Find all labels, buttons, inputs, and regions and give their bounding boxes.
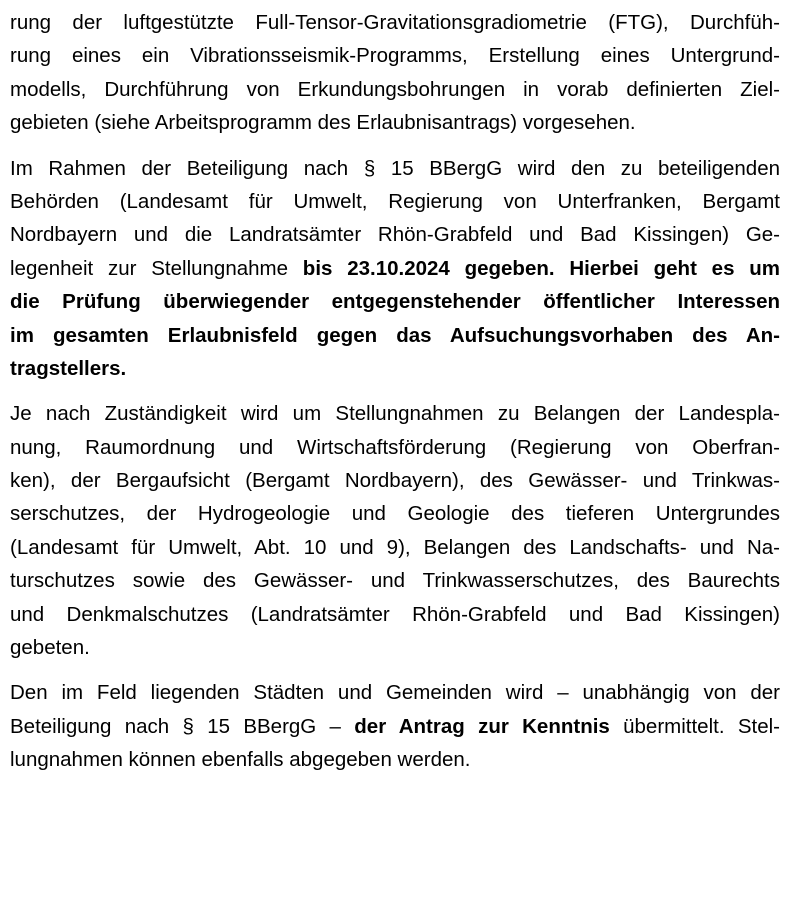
text-line: Im Rahmen der Beteiligung nach § 15 BBergG wird den zu beteiligenden (10, 156, 780, 180)
text-line: nung, Raumordnung und Wirtschaftsförderung (Regierung von Oberfran- (10, 435, 780, 459)
text-line: modells, Durchführung von Erkundungsbohrungen in vorab definierten Ziel- (10, 77, 780, 101)
text-line: turschutzes sowie des Gewässer- und Trinkwasserschutzes, des Baurechts (10, 569, 780, 593)
text-line (10, 319, 780, 352)
bold-text: tragstellers. (10, 356, 127, 380)
bold-text: die Prüfung überwiegender entgegenstehender öffentlicher Interessen (10, 290, 780, 314)
bold-text: der Antrag zur Kenntnis (354, 714, 610, 738)
text-line: (Landesamt für Umwelt, Abt. 10 und 9), Belangen des Landschafts- und Na- (10, 535, 780, 559)
text-line: und Denkmalschutzes (Landratsämter Rhön-Grabfeld und Bad Kissingen) (10, 602, 780, 626)
text-line: Nordbayern und die Landratsämter Rhön-Grabfeld und Bad Kissingen) Ge- (10, 223, 780, 247)
bold-text: im gesamten Erlaubnisfeld gegen das Aufsuchungsvorhaben des An- (10, 323, 780, 347)
paragraph-competences (10, 397, 780, 664)
text-line (10, 352, 780, 385)
text-line: Beteiligung nach § 15 BBergG – der Antrag zur Kenntnis übermittelt. Stel- (10, 714, 780, 738)
text-line: rung der luftgestützte Full-Tensor-Gravitationsgradiometrie (FTG), Durchfüh- (10, 11, 780, 34)
text-line: ken), der Bergaufsicht (Bergamt Nordbayern), des Gewässer- und Trinkwas- (10, 469, 780, 493)
text-line: gebieten (siehe Arbeitsprogramm des Erlaubnisantrags) vorgesehen. (10, 111, 636, 135)
text-line: lungnahmen können ebenfalls abgegeben werden. (10, 748, 471, 772)
text-line: serschutzes, der Hydrogeologie und Geologie des tieferen Untergrundes (10, 502, 780, 526)
text-line: Den im Feld liegenden Städten und Gemeinden wird – unabhängig von der (10, 681, 780, 705)
text-line: rung eines ein Vibrationsseismik-Programms, Erstellung eines Untergrund- (10, 44, 780, 68)
text-line: legenheit zur Stellungnahme bis 23.10.2024 gegeben. Hierbei geht es um (10, 256, 780, 280)
text-line (10, 285, 780, 318)
document-body (0, 6, 792, 777)
text-line: Je nach Zuständigkeit wird um Stellungnahmen zu Belangen der Landespla- (10, 402, 780, 426)
deadline-emphasis: bis 23.10.2024 gegeben. Hierbei geht es um (302, 256, 780, 280)
paragraph-municipalities (10, 676, 780, 776)
paragraph-measures (10, 6, 780, 140)
paragraph-participation (10, 152, 780, 386)
text-line: Behörden (Landesamt für Umwelt, Regierung von Unterfranken, Bergamt (10, 189, 780, 213)
text-line: gebeten. (10, 636, 90, 660)
